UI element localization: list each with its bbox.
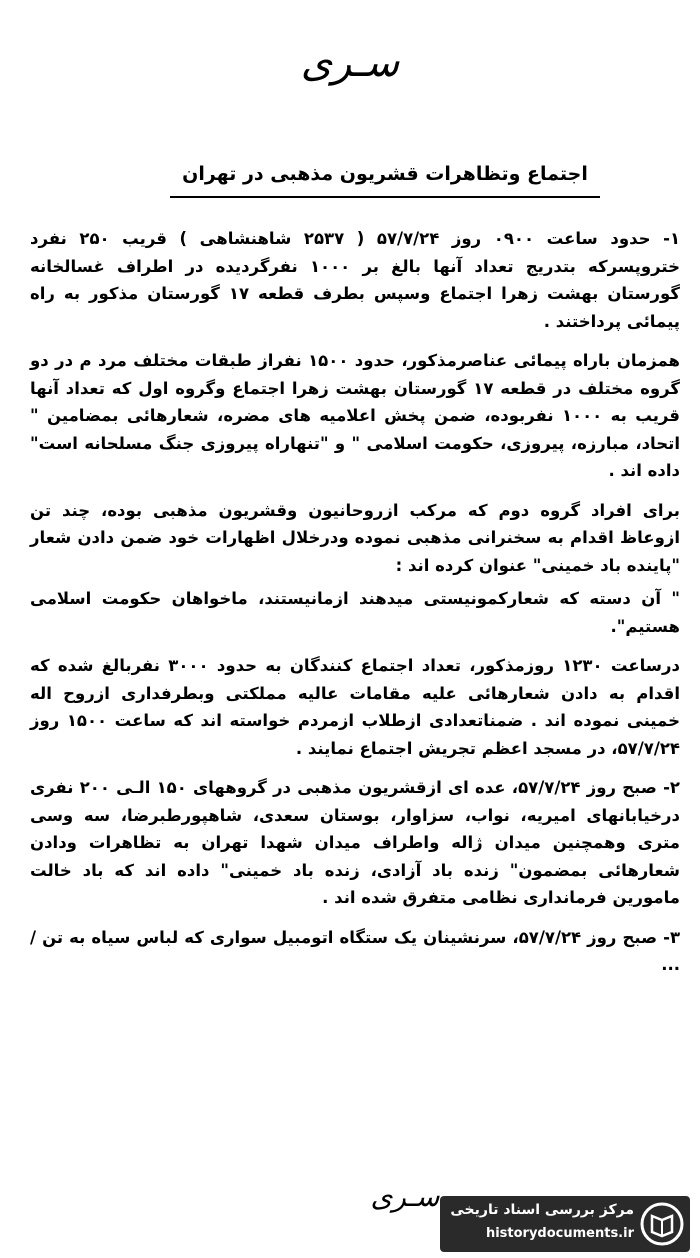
paragraph-6: ۲- صبح روز ۵۷/۷/۲۴، عده ای ازقشریون مذهبی در گروههای ۱۵۰ الـی ۲۰۰ نفری درخیابانهای امیریه، نواب، سزاوار، بوستان سعدی، شاهپورطبرضا، سه وسی متری وهمچنین میدان ژاله واطراف میدان شهدا تهران به تظاهرات ودادن شعارهائی بمضمون" زنده باد آزادی، زنده باد خمینی" داده اند که باد خالت مامورین فرمانداری نظامی متفرق شده اند . [30, 778, 680, 907]
archive-watermark [440, 1196, 690, 1252]
title-underline [170, 196, 600, 198]
watermark-name: مرکز بررسی اسناد تاریخی [450, 1202, 634, 1218]
paragraph-2: همزمان باراه پیمائی عناصرمذکور، حدود ۱۵۰۰ نفراز طبقات مختلف مرد م در دو گروه مختلف در قطعه ۱۷ گورستان بهشت زهرا اجتماع وگروه اول که تعداد آنها قریب به ۱۰۰۰ نفربوده، ضمن پخش اعلامیه های مضره، شعارهائی بمضامین " اتحاد، مبارزه، پیروزی، حکومت اسلامی " و "تنهاراه پیروزی جنگ مسلحانه است" داده اند . [30, 351, 680, 480]
paragraph-1: ۱- حدود ساعت ۰۹۰۰ روز ۵۷/۷/۲۴ ( ۲۵۳۷ شاهنشاهی ) قریب ۲۵۰ نفرد ختروپسرکه بتدریج تعداد آنها بالغ بر ۱۰۰۰ نفرگردیده در اطراف غسالخانه گورستان بهشت زهرا اجتماع وسپس بطرف قطعه ۱۷ گورستان مذکور به راه پیمائی پرداختند . [30, 229, 681, 331]
classification-stamp-bottom: سـرى [370, 1180, 440, 1213]
classification-stamp-top: سـرى [300, 40, 400, 86]
paragraph-4: " آن دسته که شعارکمونیستی میدهند ازمانیستند، ماخواهان حکومت اسلامی هستیم". [30, 589, 680, 636]
paragraph-5: درساعت ۱۲۳۰ روزمذکور، تعداد اجتماع کنندگان به حدود ۳۰۰۰ نفربالغ شده که اقدام به دادن شعارهائی علیه مقامات عالیه مملکتی وبطرفداری ازروح اله خمینی نموده اند . ضمناتعدادی ازطلاب ازمردم خواسته اند که ساعت ۱۵۰۰ روز ۵۷/۷/۲۴، در مسجد اعظم تجریش اجتماع نمایند . [30, 656, 681, 758]
paragraph-7: ۳- صبح روز ۵۷/۷/۲۴، سرنشینان یک ستگاه اتومبیل سواری که لباس سیاه به تن / ... [30, 927, 681, 974]
paragraph-3: برای افراد گروه دوم که مرکب ازروحانیون وقشریون مذهبی بوده، چند تن ازوعاظ اقدام به سخنرانی مذهبی نموده ودرخلال اظهارات خود ضمن دادن شعار "پاینده باد خمینی" عنوان کرده اند : [30, 500, 680, 575]
book-logo-icon [640, 1202, 684, 1246]
document-title: اجتماع وتظاهرات قشريون مذهبی در تهران [182, 163, 588, 185]
document-body [30, 225, 680, 991]
watermark-url: historydocuments.ir [485, 1226, 634, 1241]
